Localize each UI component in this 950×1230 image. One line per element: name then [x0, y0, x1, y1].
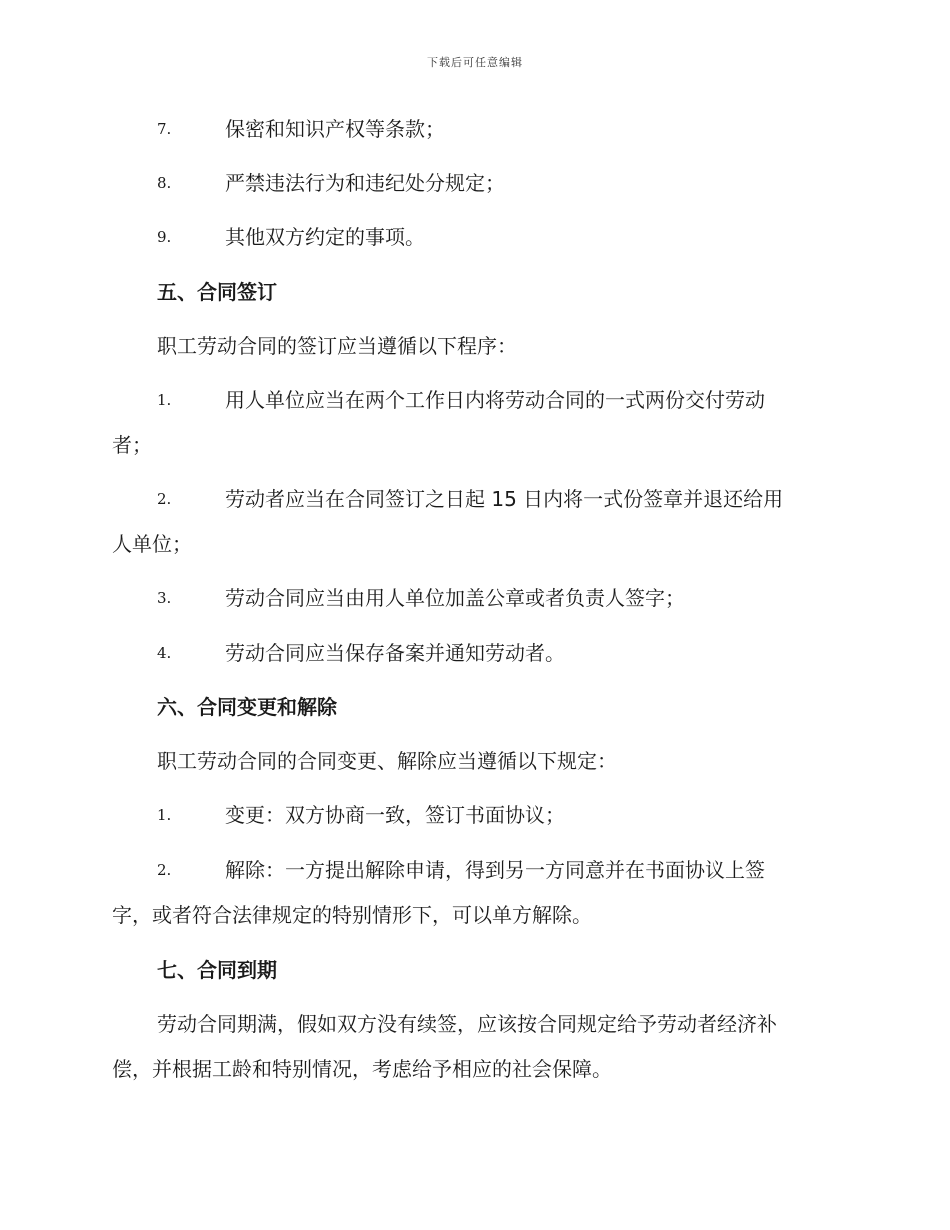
item-text: 保密和知识产权等条款；: [225, 117, 445, 141]
item-number: 9.: [157, 228, 172, 246]
item-number: 2.: [157, 861, 172, 879]
item-number: 1.: [157, 806, 172, 824]
item-number: 2.: [157, 490, 172, 508]
item-number: 8.: [157, 174, 172, 192]
item-number: 7.: [157, 120, 172, 138]
item-text: 劳动者应当在合同签订之日起 15 日内将一式份签章并退还给用: [225, 487, 784, 511]
item-text: 变更：双方协商一致，签订书面协议；: [225, 803, 565, 827]
item-text: 用人单位应当在两个工作日内将劳动合同的一式两份交付劳动: [225, 388, 765, 412]
item-text: 其他双方约定的事项。: [225, 225, 425, 249]
page-header-note: 下载后可任意编辑: [427, 56, 523, 69]
section-intro: 职工劳动合同的合同变更、解除应当遵循以下规定：: [157, 749, 617, 773]
item-text-continuation: 者；: [112, 433, 152, 457]
item-text: 解除：一方提出解除申请，得到另一方同意并在书面协议上签: [225, 858, 765, 882]
section-heading: 五、合同签订: [157, 280, 277, 304]
item-number: 3.: [157, 589, 172, 607]
item-number: 4.: [157, 644, 172, 662]
paragraph-line: 偿，并根据工龄和特别情况，考虑给予相应的社会保障。: [112, 1057, 612, 1081]
item-number: 1.: [157, 391, 172, 409]
item-text: 劳动合同应当由用人单位加盖公章或者负责人签字；: [225, 586, 685, 610]
section-heading: 七、合同到期: [157, 958, 277, 982]
item-text-continuation: 人单位；: [112, 532, 192, 556]
paragraph-line: 劳动合同期满，假如双方没有续签，应该按合同规定给予劳动者经济补: [157, 1012, 777, 1036]
section-heading: 六、合同变更和解除: [157, 695, 337, 719]
section-intro: 职工劳动合同的签订应当遵循以下程序：: [157, 334, 517, 358]
item-text: 劳动合同应当保存备案并通知劳动者。: [225, 641, 565, 665]
item-text-continuation: 字，或者符合法律规定的特别情形下，可以单方解除。: [112, 903, 592, 927]
item-text: 严禁违法行为和违纪处分规定；: [225, 171, 505, 195]
